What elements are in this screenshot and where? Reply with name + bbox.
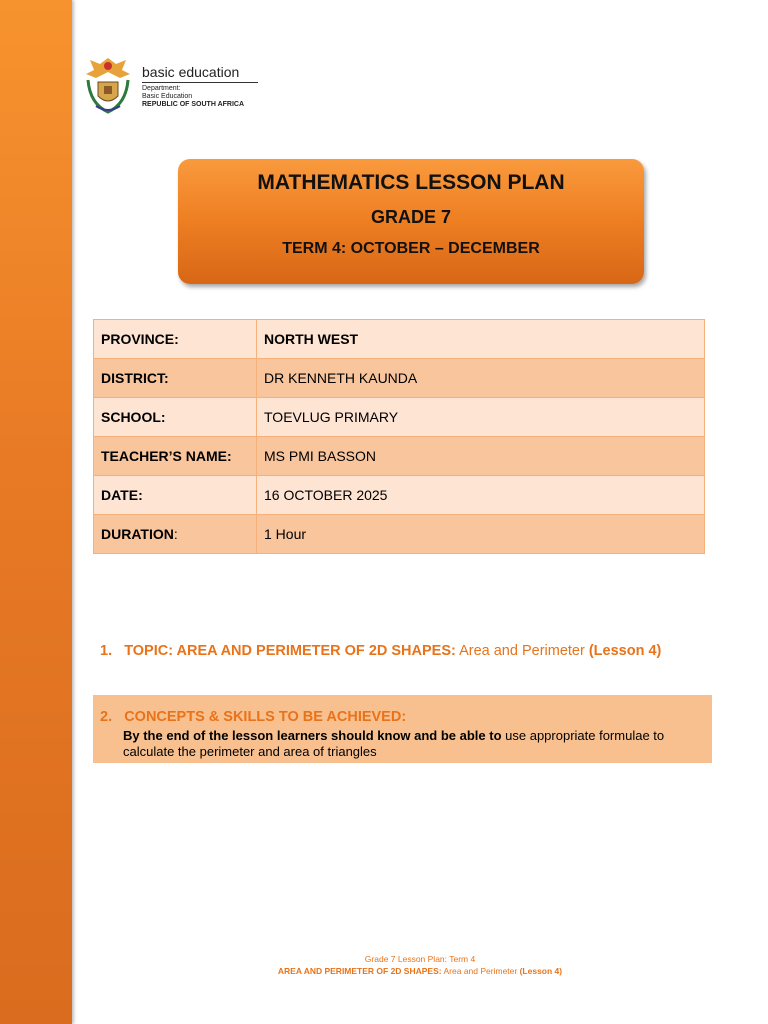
duration-label: DURATION xyxy=(101,526,174,542)
page-footer xyxy=(72,954,768,976)
topic-section xyxy=(100,643,661,659)
logo-divider xyxy=(142,82,258,83)
concepts-heading-line xyxy=(100,709,406,725)
date-label: DATE: xyxy=(94,476,257,515)
table-row xyxy=(94,320,705,359)
table-row xyxy=(94,359,705,398)
table-row xyxy=(94,476,705,515)
topic-heading: TOPIC: AREA AND PERIMETER OF 2D SHAPES: xyxy=(124,643,456,659)
page-title: MATHEMATICS LESSON PLAN xyxy=(257,171,565,194)
table-row xyxy=(94,437,705,476)
duration-value: 1 Hour xyxy=(257,515,705,554)
footer-title: Grade 7 Lesson Plan: Term 4 xyxy=(364,954,476,964)
grade-label: GRADE 7 xyxy=(370,207,451,227)
concepts-section xyxy=(93,695,712,763)
school-label: SCHOOL: xyxy=(94,398,257,437)
title-banner xyxy=(178,159,644,284)
footer-subtitle: Area and Perimeter xyxy=(443,966,518,976)
footer-heading: AREA AND PERIMETER OF 2D SHAPES: xyxy=(277,966,442,976)
concepts-rest: use appropriate formulae to calculate the perimeter and area of triangles xyxy=(123,728,665,759)
logo-title: basic education xyxy=(142,64,240,80)
department-logo xyxy=(82,54,272,116)
term-label: TERM 4: OCTOBER – DECEMBER xyxy=(282,240,540,257)
school-value: TOEVLUG PRIMARY xyxy=(257,398,705,437)
concepts-description xyxy=(123,728,708,760)
lesson-info-table xyxy=(93,319,705,554)
date-value: 16 OCTOBER 2025 xyxy=(257,476,705,515)
logo-department-label: Department: xyxy=(142,85,181,92)
footer-topic xyxy=(72,966,768,976)
footer-lesson: (Lesson 4) xyxy=(519,966,563,976)
concepts-heading: CONCEPTS & SKILLS TO BE ACHIEVED: xyxy=(124,709,407,725)
province-value: NORTH WEST xyxy=(257,320,705,359)
coat-of-arms-icon xyxy=(82,54,134,116)
topic-subtitle: Area and Perimeter xyxy=(459,643,585,659)
topic-number: 1. xyxy=(100,643,113,659)
teacher-label: TEACHER’S NAME: xyxy=(94,437,257,476)
side-color-bar xyxy=(0,0,72,1024)
logo-country: REPUBLIC OF SOUTH AFRICA xyxy=(142,101,245,108)
province-label: PROVINCE: xyxy=(94,320,257,359)
duration-colon: : xyxy=(173,526,178,542)
district-label: DISTRICT: xyxy=(94,359,257,398)
table-row xyxy=(94,398,705,437)
duration-label-cell xyxy=(94,515,257,554)
teacher-value: MS PMI BASSON xyxy=(257,437,705,476)
logo-department-name: Basic Education xyxy=(142,93,193,100)
concepts-number: 2. xyxy=(100,709,113,725)
concepts-lead: By the end of the lesson learners should know and be able to xyxy=(123,728,502,743)
district-value: DR KENNETH KAUNDA xyxy=(257,359,705,398)
topic-lesson: (Lesson 4) xyxy=(588,643,662,659)
table-row xyxy=(94,515,705,554)
